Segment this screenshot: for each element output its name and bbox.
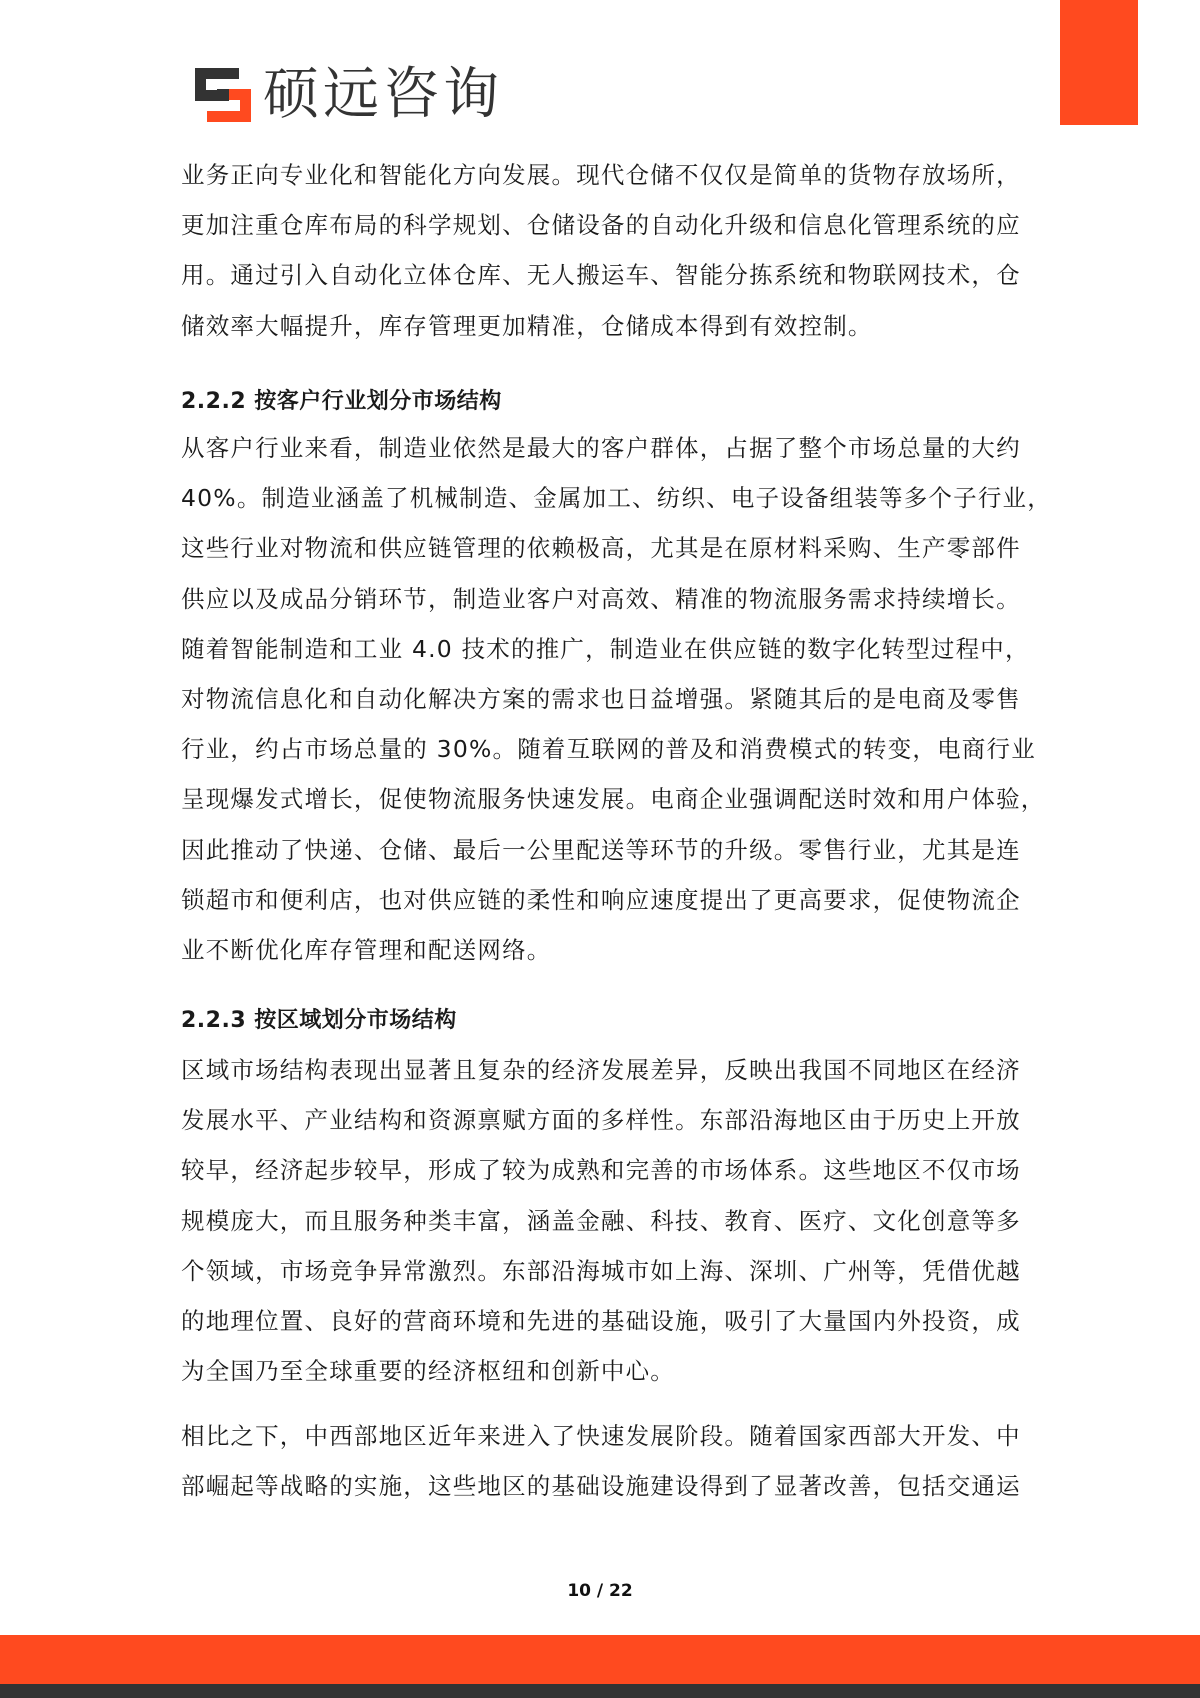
text-line: 这些行业对物流和供应链管理的依赖极高，尤其是在原材料采购、生产零部件 [181,534,1021,563]
text-line: 储效率大幅提升，库存管理更加精准，仓储成本得到有效控制。 [181,311,873,340]
text-line: 供应以及成品分销环节，制造业客户对高效、精准的物流服务需求持续增长。 [181,584,1021,613]
paragraph-warehousing [181,150,1021,351]
text-line: 更加注重仓库布局的科学规划、仓储设备的自动化升级和信息化管理系统的应 [181,211,1021,240]
text-line: 的地理位置、良好的营商环境和先进的基础设施，吸引了大量国内外投资，成 [181,1306,1021,1335]
text-line: 40%。制造业涵盖了机械制造、金属加工、纺织、电子设备组装等多个子行业， [181,484,1052,513]
logo-mark-icon [195,68,251,122]
paragraph-regional-2 [181,1411,1021,1511]
company-logo [195,62,503,128]
paragraph-regional-1 [181,1045,1021,1396]
text-line: 行业，约占市场总量的 30%。随着互联网的普及和消费模式的转变，电商行业 [181,735,1036,764]
text-line: 呈现爆发式增长，促使物流服务快速发展。电商企业强调配送时效和用户体验， [181,785,1046,814]
text-line: 因此推动了快递、仓储、最后一公里配送等环节的升级。零售行业，尤其是连 [181,835,1021,864]
text-line: 业务正向专业化和智能化方向发展。现代仓储不仅仅是简单的货物存放场所， [181,161,1021,189]
section-heading-223: 2.2.3 按区域划分市场结构 [181,1008,457,1033]
text-line: 区域市场结构表现出显著且复杂的经济发展差异，反映出我国不同地区在经济 [181,1056,1021,1084]
text-line: 为全国乃至全球重要的经济枢纽和创新中心。 [181,1357,675,1386]
text-line: 个领域，市场竞争异常激烈。东部沿海城市如上海、深圳、广州等，凭借优越 [181,1256,1021,1285]
text-line: 随着智能制造和工业 4.0 技术的推广，制造业在供应链的数字化转型过程中， [181,634,1030,663]
page-number: 10 / 22 [567,1581,633,1601]
text-line: 对物流信息化和自动化解决方案的需求也日益增强。紧随其后的是电商及零售 [181,684,1021,713]
logo-text: 硕远咨询 [263,62,503,127]
text-line: 从客户行业来看，制造业依然是最大的客户群体，占据了整个市场总量的大约 [181,434,1021,462]
section-heading-222: 2.2.2 按客户行业划分市场结构 [181,389,502,414]
footer-accent-band [0,1635,1200,1684]
corner-accent-bar [1060,0,1138,125]
text-line: 用。通过引入自动化立体仓库、无人搬运车、智能分拣系统和物联网技术，仓 [181,261,1021,290]
text-line: 部崛起等战略的实施，这些地区的基础设施建设得到了显著改善，包括交通运 [181,1472,1021,1501]
footer-dark-band [0,1684,1200,1698]
text-line: 锁超市和便利店，也对供应链的柔性和响应速度提出了更高要求，促使物流企 [181,885,1021,914]
text-line: 较早，经济起步较早，形成了较为成熟和完善的市场体系。这些地区不仅市场 [181,1156,1021,1185]
text-line: 规模庞大，而且服务种类丰富，涵盖金融、科技、教育、医疗、文化创意等多 [181,1206,1021,1235]
text-line: 业不断优化库存管理和配送网络。 [181,935,552,964]
text-line: 相比之下，中西部地区近年来进入了快速发展阶段。随着国家西部大开发、中 [181,1422,1021,1450]
paragraph-customer-industry [181,423,1052,975]
text-line: 发展水平、产业结构和资源禀赋方面的多样性。东部沿海地区由于历史上开放 [181,1106,1021,1135]
